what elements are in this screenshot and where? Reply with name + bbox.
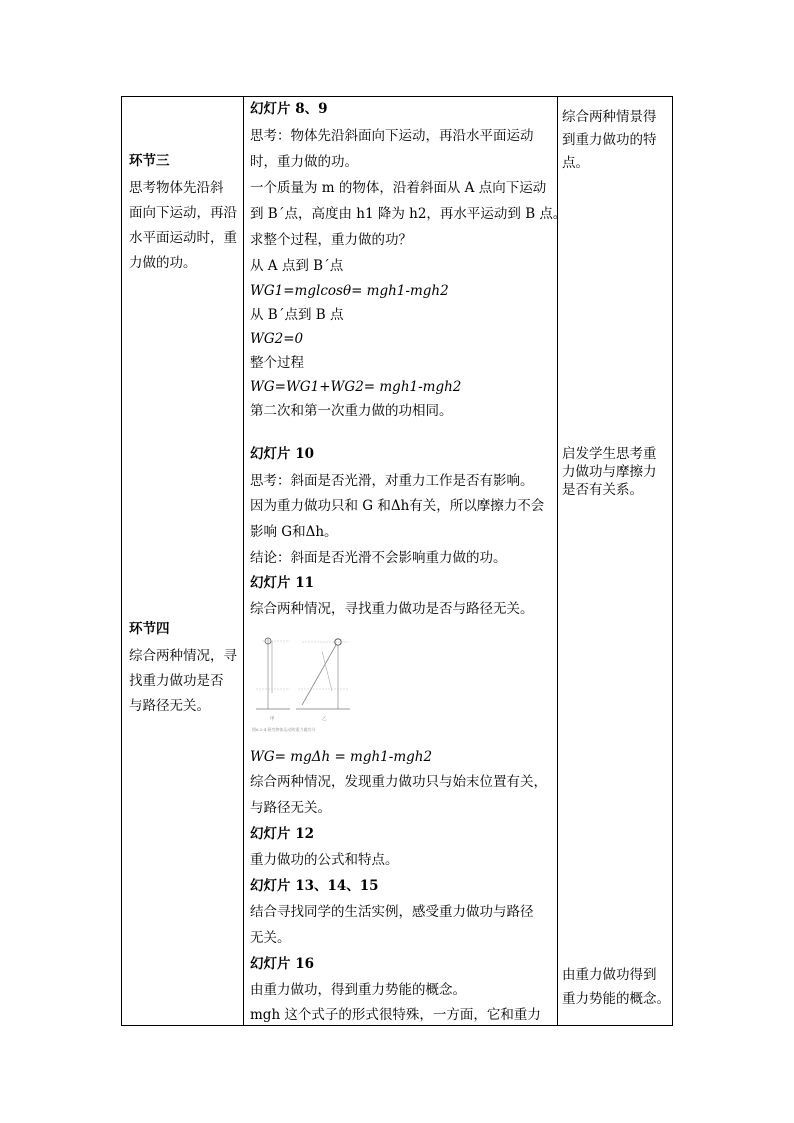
intent-line: 重力势能的概念。: [562, 991, 670, 1007]
figure-caption: 图6.2-4 研究物体运动的重力做功分: [252, 727, 316, 732]
content-column: [244, 97, 567, 1025]
text-line: 从 B´点到 B 点: [250, 307, 344, 323]
text-line: 影响 G和Δh。: [250, 524, 338, 540]
formula-line: WG=WG1+WG2= mgh1-mgh2: [250, 379, 462, 395]
intent-line: 是否有关系。: [562, 482, 643, 498]
formula-line: WG2=0: [250, 331, 304, 347]
text-line: 整个过程: [250, 355, 304, 371]
formula-line: WG1=mglcosθ= mgh1-mgh2: [250, 283, 449, 299]
intent-line: 到重力做功的特: [562, 132, 657, 148]
text-line: 从 A 点到 B´点: [250, 258, 344, 274]
text-line: 求整个过程，重力做的功？: [250, 232, 412, 248]
figure-label: 甲: [270, 717, 275, 722]
slide-heading: 幻灯片 12: [250, 826, 314, 842]
text-line: 重力做功的公式和特点。: [250, 852, 399, 868]
intent-line: 综合两种情景得: [562, 109, 657, 125]
slide-heading: 幻灯片 13、14、15: [250, 878, 379, 894]
slide-heading: 幻灯片 16: [250, 956, 314, 972]
text-line: 因为重力做功只和 G 和Δh有关，所以摩擦力不会: [250, 498, 545, 514]
stage-3-line: 面向下运动，再沿: [129, 205, 237, 221]
text-line: 思考：斜面是否光滑，对重力工作是否有影响。: [250, 473, 534, 489]
intent-column: [558, 97, 673, 1025]
text-line: mgh 这个式子的形式很特殊，一方面，它和重力: [250, 1007, 541, 1023]
intent-line: 力做功与摩擦力: [562, 464, 657, 480]
text-line: 与路径无关。: [250, 800, 331, 816]
text-line: 综合两种情况，寻找重力做功是否与路径无关。: [250, 601, 534, 617]
text-line: 综合两种情况，发现重力做功只与始末位置有关，: [250, 774, 547, 790]
text-line: 第二次和第一次重力做的功相同。: [250, 403, 453, 419]
stage-4-line: 综合两种情况，寻: [129, 648, 237, 664]
intent-line: 点。: [562, 155, 589, 171]
stage-4-title: 环节四: [129, 621, 170, 637]
slide-heading: 幻灯片 10: [250, 446, 314, 462]
stage-3-line: 水平面运动时，重: [129, 230, 237, 246]
intent-line: 由重力做功得到: [562, 967, 657, 983]
stage-3-title: 环节三: [129, 153, 170, 169]
text-line: 时，重力做的功。: [250, 154, 358, 170]
stage-3-line: 思考物体先沿斜: [129, 180, 224, 196]
formula-line: WG= mgΔh = mgh1-mgh2: [250, 749, 433, 765]
slide-heading: 幻灯片 8、9: [250, 101, 328, 117]
lesson-table: [121, 96, 673, 1026]
text-line: 结合寻找同学的生活实例，感受重力做功与路径: [250, 904, 534, 920]
incline-path-figure: [250, 633, 354, 737]
text-line: 由重力做功，得到重力势能的概念。: [250, 982, 466, 998]
text-line: 结论：斜面是否光滑不会影响重力做的功。: [250, 550, 507, 566]
stage-3-line: 力做的功。: [129, 255, 197, 271]
slide-heading: 幻灯片 11: [250, 575, 314, 591]
figure-label: 乙: [322, 717, 327, 722]
text-line: 思考：物体先沿斜面向下运动，再沿水平面运动: [250, 128, 534, 144]
text-line: 到 B´点，高度由 h1 降为 h2，再水平运动到 B 点。: [250, 206, 567, 222]
intent-line: 启发学生思考重: [562, 446, 657, 462]
stage-4-line: 找重力做功是否: [129, 673, 224, 689]
stage-4-line: 与路径无关。: [129, 698, 210, 714]
stage-column: [122, 97, 243, 1025]
text-line: 一个质量为 m 的物体，沿着斜面从 A 点向下运动: [250, 180, 547, 196]
text-line: 无关。: [250, 930, 291, 946]
